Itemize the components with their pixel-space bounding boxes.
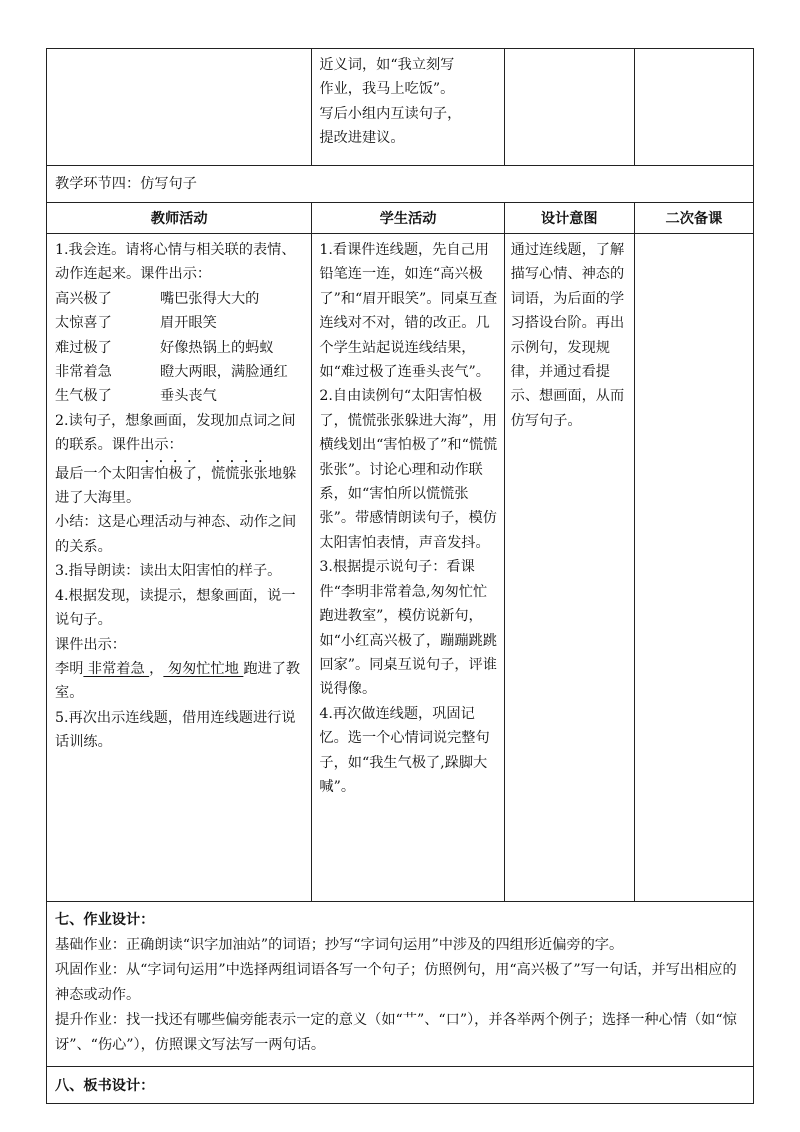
board-row [47,1067,754,1104]
homework-improve: 提升作业：找一找还有哪些偏旁能表示一定的意义（如“艹”、“口”），并各举两个例子；选择一种心情（如“惊讶”、“伤心”），仿照课文写法写一两句话。 [55,1012,737,1053]
student-line: 近义词，如“我立刻写 [319,57,455,73]
example-sentence [55,458,305,511]
sentence-part: 跑进了教室。 [55,660,301,702]
student-step-2: 2.自由读例句“太阳害怕极了，慌慌张张躲进大海”，用横线划出“害怕极了”和“慌慌张张”。讨论心理和动作联系，如“害怕所以慌慌张张”。带感情朗读句子，模仿太阳害怕表情，声音发抖。 [319,388,498,551]
design-intent-cell [504,234,634,902]
underlined-word: 非常着急 [83,660,150,677]
header-second: 二次备课 [634,203,753,234]
teacher-step-1: 1.我会连。请将心情与相关联的表情、动作连起来。课件出示： [55,242,296,283]
pair-row [55,384,305,408]
pair-right: 好像热锅上的蚂蚁 [160,339,274,356]
student-line: 作业，我马上吃饭”。 [319,81,455,98]
prompt-sentence [55,657,305,706]
teacher-summary: 小结：这是心理活动与神态、动作之间的关系。 [55,514,297,555]
header-intent: 设计意图 [504,203,634,234]
student-step-3: 3.根据提示说句子：看课件“李明非常着急,匆匆忙忙跑进教室”，模仿说新句，如“小红高兴极了，蹦蹦跳跳回家”。同桌互说句子，评谁说得像。 [319,559,497,698]
teacher-step-5: 5.再次出示连线题，借用连线题进行说话训练。 [55,709,296,751]
pair-right: 眉开眼笑 [160,315,217,332]
pair-right: 瞪大两眼，满脸通红 [160,364,288,381]
pair-row [55,360,305,384]
continued-row [47,49,754,166]
teacher-step-3: 3.指导朗读：读出太阳害怕的样子。 [55,563,282,580]
continued-teacher-cell [47,49,312,166]
pair-right: 嘴巴张得大大的 [160,290,260,307]
continued-intent-cell [504,49,634,166]
student-step-1: 1.看课件连线题，先自己用铅笔连一连，如连“高兴极了”和“眉开眼笑”。同桌互查连线对不对，错的改正。几个学生站起说连线结果，如“难过极了连垂头丧气”。 [319,242,498,381]
pair-row [55,311,305,335]
sentence-part: ， [196,465,212,482]
board-title: 八、板书设计： [47,1067,754,1104]
activity-row [47,234,754,902]
teacher-activity-cell [47,234,312,902]
homework-row [47,902,754,1067]
header-teacher: 教师活动 [47,203,312,234]
teacher-step-4: 4.根据发现，读提示，想象画面，说一说句子。 [55,587,296,629]
homework-basic: 基础作业：正确朗读“识字加油站”的词语；抄写“字词句运用”中涉及的四组形近偏旁的字。 [55,937,624,953]
pair-right: 垂头丧气 [160,388,217,405]
pair-left: 难过极了 [55,339,112,356]
pair-left: 生气极了 [55,388,112,405]
underlined-word: 匆匆忙忙地 [163,660,244,677]
lesson-plan-table [46,48,754,1104]
homework-title: 七、作业设计： [55,912,155,928]
courseware-label: 课件出示： [55,636,126,653]
section-four-row [47,166,754,203]
dotted-word: 害怕极了 [140,465,197,482]
teacher-step-2: 2.读句子，想象画面，发现加点词之间的联系。课件出示： [55,412,296,454]
section-four-title: 教学环节四：仿写句子 [47,166,754,203]
header-student: 学生活动 [312,203,504,234]
lesson-plan-page [46,48,754,1104]
student-activity-cell [312,234,504,902]
student-line: 写后小组内互读句子， [319,105,462,122]
homework-cell [47,902,754,1067]
sentence-part: 李明 [55,660,84,677]
pair-row [55,287,305,311]
pair-left: 高兴极了 [55,290,112,307]
sentence-part: 最后一个太阳 [55,465,141,482]
header-row [47,203,754,234]
sentence-part: 地躲进了大海里。 [55,465,297,507]
continued-second-cell [634,49,753,166]
pair-row [55,336,305,360]
student-step-4: 4.再次做连线题，巩固记忆。选一个心情词说完整句子，如“我生气极了,跺脚大喊”。 [319,705,490,795]
intent-text: 通过连线题，了解描写心情、神态的词语，为后面的学习搭设台阶。再出示例句，发现规律，并通过看提示、想画面，从而仿写句子。 [510,242,625,429]
pair-left: 太惊喜了 [55,315,112,332]
dotted-word: 慌慌张张 [211,465,268,482]
second-prep-cell [634,234,753,902]
student-line: 提改进建议。 [319,130,405,147]
sentence-part: ， [149,660,164,677]
pair-left: 非常着急 [55,364,112,381]
homework-consolidate: 巩固作业：从“字词句运用”中选择两组词语各写一个句子；仿照例句，用“高兴极了”写一句话，并写出相应的神态或动作。 [55,962,737,1003]
match-pairs [55,287,305,409]
continued-student-cell [312,49,504,166]
